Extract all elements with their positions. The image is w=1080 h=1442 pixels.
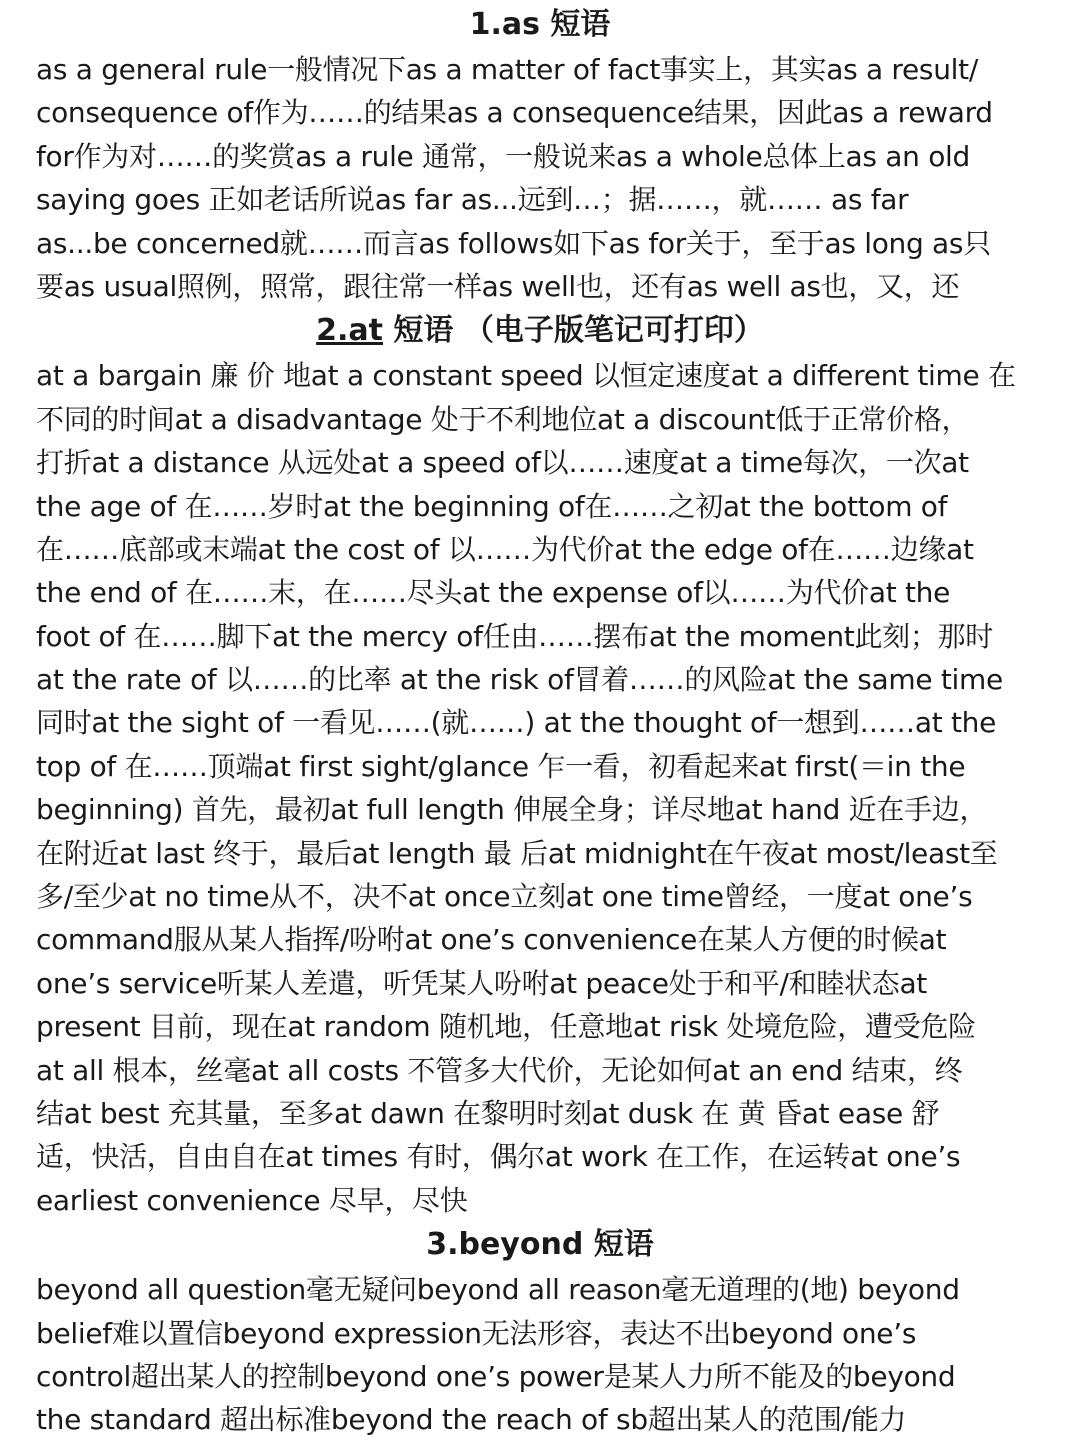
text-line: command服从某人指挥/吩咐at one’s convenience在某人方便的时候at — [36, 923, 947, 957]
text-line: the end of 在……末，在……尽头at the expense of以……为代价at the — [36, 576, 951, 610]
section-body-at — [36, 354, 1044, 1222]
text-line: the age of 在……岁时at the beginning of在……之初at the bottom of — [36, 489, 948, 523]
text-line: present 目前，现在at random 随机地，任意地at risk 处境危险，遭受危险 — [36, 1010, 976, 1044]
text-line: as a general rule一般情况下as a matter of fact事实上，其实as a result/ — [36, 53, 978, 86]
section-title-as-rest: 短语 — [539, 7, 611, 42]
text-line: one’s service听某人差遣，听凭某人吩咐at peace处于和平/和睦状态at — [36, 966, 927, 1000]
text-line: 同时at the sight of 一看见……(就……) at the thought of一想到……at the — [36, 706, 997, 740]
text-line: at the rate of 以……的比率 at the risk of冒着……的风险at the same time — [36, 663, 1003, 697]
text-line: beyond all question毫无疑问beyond all reason毫无道理的(地) beyond — [36, 1273, 960, 1307]
text-line: 多/至少at no time从不，决不at once立刻at one time曾经，一度at one’s — [36, 880, 973, 914]
text-line: 适，快活，自由自在at times 有时，偶尔at work 在工作，在运转at one’s — [36, 1140, 961, 1174]
text-line: 在……底部或末端at the cost of 以……为代价at the edge of在……边缘at — [36, 532, 974, 566]
text-line: at a bargain 廉 价 地at a constant speed 以恒定速度at a different time 在 — [36, 359, 1016, 393]
text-line: 打折at a distance 从远处at a speed of以……速度at a time每次，一次at — [36, 446, 969, 480]
text-line: control超出某人的控制beyond one’s power是某人力所不能及的beyond — [36, 1359, 956, 1393]
section-body-beyond — [36, 1268, 1044, 1442]
text-line: earliest convenience 尽早，尽快 — [36, 1183, 468, 1217]
text-line: at all 根本，丝毫at all costs 不管多大代价，无论如何at an end 结束，终 — [36, 1053, 963, 1087]
text-line: beginning) 首先，最初at full length 伸展全身；详尽地at hand 近在手边， — [36, 793, 988, 827]
section-title-at-prefix: 2.at — [316, 313, 383, 349]
section-title-beyond-rest: 短语 — [583, 1227, 654, 1263]
section-body-as — [36, 48, 1044, 308]
text-line: 在附近at last 终于，最后at length 最 后at midnight在午夜at most/least至 — [36, 836, 998, 870]
section-title-at — [36, 308, 1044, 354]
section-title-at-rest: 短语 （电子版笔记可打印） — [382, 313, 764, 349]
section-title-beyond — [36, 1222, 1044, 1268]
text-line: 要as usual照例，照常，跟往常一样as well也，还有as well as也，又，还 — [36, 269, 960, 303]
text-line: top of 在……顶端at first sight/glance 乍一看，初看起来at first(＝in the — [36, 749, 966, 783]
text-line: 结at best 充其量，至多at dawn 在黎明时刻at dusk 在 黄 昏at ease 舒 — [36, 1096, 940, 1130]
text-line: the standard 超出标准beyond the reach of sb超出某人的范围/能力 — [36, 1403, 907, 1437]
text-line: belief难以置信beyond expression无法形容，表达不出beyond one’s — [36, 1316, 917, 1350]
section-title-beyond-prefix: 3.beyond — [426, 1227, 584, 1263]
text-line: for作为对……的奖赏as a rule 通常，一般说来as a whole总体上as an old — [36, 139, 970, 173]
text-line: as...be concerned就……而言as follows如下as for关于，至于as long as只 — [36, 226, 991, 260]
text-line: saying goes 正如老话所说as far as...远到…；据……，就…… as far — [36, 183, 909, 217]
text-line: foot of 在……脚下at the mercy of任由……摆布at the moment此刻；那时 — [36, 619, 993, 653]
text-line: consequence of作为……的结果as a consequence结果，因此as a reward — [36, 96, 993, 130]
section-title-as-prefix: 1.as — [469, 7, 540, 42]
text-line: 不同的时间at a disadvantage 处于不利地位at a discount低于正常价格， — [36, 402, 970, 436]
section-title-as — [36, 2, 1044, 48]
